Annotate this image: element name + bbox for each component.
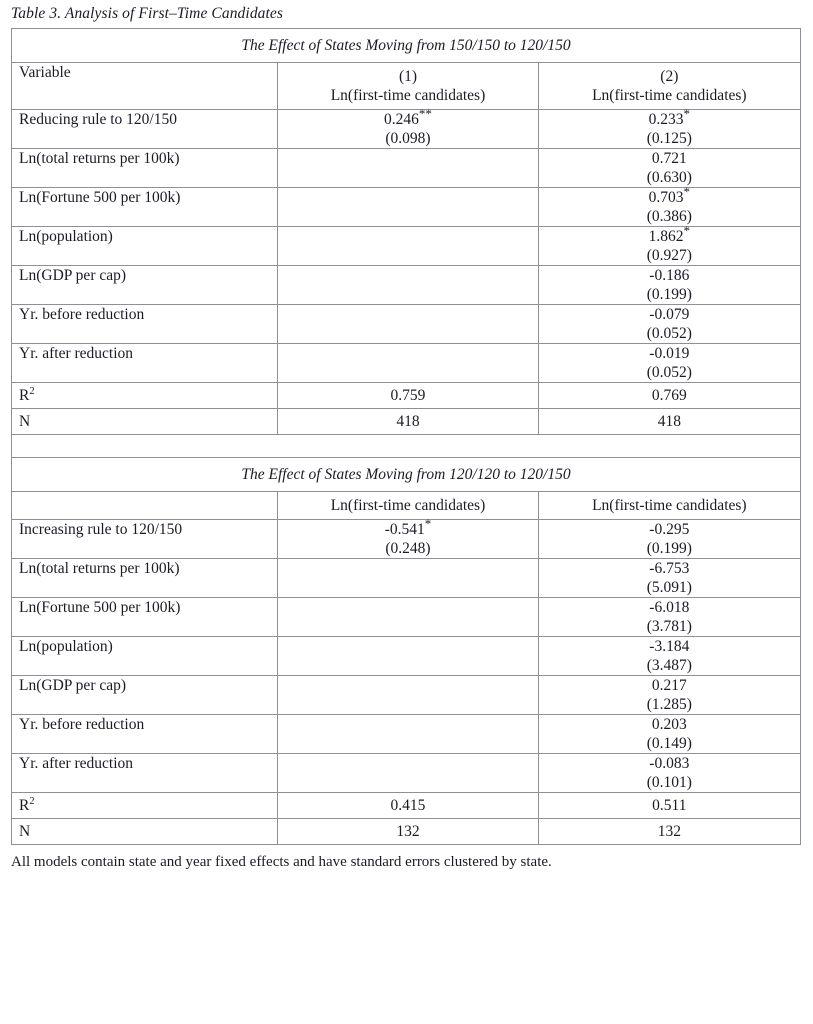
observations-row: [12, 819, 801, 845]
table-row: [12, 598, 801, 637]
row-model-2-value: [538, 183, 800, 227]
panel-separator-cell: [12, 435, 801, 458]
row-model-2-value: [538, 598, 800, 637]
significance-stars: *: [683, 183, 690, 199]
r-squared-superscript: 2: [29, 385, 35, 397]
table-row: [12, 266, 801, 305]
row-model-2-value: [538, 754, 800, 793]
row-model-1-value: [278, 149, 538, 188]
row-model-2-value: [538, 105, 800, 149]
observations-label: N: [12, 819, 278, 845]
table-body: [12, 29, 801, 845]
r-squared-model-2: 0.511: [538, 793, 800, 819]
row-model-1-value: [278, 305, 538, 344]
row-model-2-value: [538, 676, 800, 715]
r-squared-superscript: 2: [29, 795, 35, 807]
header-model-2-cell: [538, 63, 800, 110]
observations-model-1: 418: [278, 409, 538, 435]
panel-1-header-row: [12, 63, 801, 110]
row-variable-name: Ln(population): [12, 227, 278, 266]
coefficient: 0.217: [651, 677, 687, 694]
observations-model-2: 418: [538, 409, 800, 435]
observations-model-2: 132: [538, 819, 800, 845]
table-note: All models contain state and year fixed effects and have standard errors clustered by state.: [11, 854, 552, 870]
coefficient: -0.083: [649, 755, 690, 772]
standard-error: (0.927): [646, 247, 692, 264]
coefficient: -0.541: [384, 521, 425, 538]
coefficient: 0.703: [648, 189, 684, 206]
row-variable-name: Yr. before reduction: [12, 305, 278, 344]
model-1-dependent-variable: Ln(first-time candidates): [330, 87, 486, 104]
standard-error: (0.052): [646, 325, 692, 342]
observations-model-1: 132: [278, 819, 538, 845]
row-variable-name: Yr. after reduction: [12, 344, 278, 383]
table-row: [12, 559, 801, 598]
row-model-2-value: [538, 559, 800, 598]
row-model-1-value: [278, 344, 538, 383]
coefficient: -0.019: [649, 345, 690, 362]
table-row: [12, 754, 801, 793]
standard-error: (0.199): [646, 286, 692, 303]
coefficient: 0.233: [648, 111, 684, 128]
table-row: [12, 715, 801, 754]
significance-stars: **: [418, 105, 432, 121]
panel-2-title: The Effect of States Moving from 120/120 to 120/150: [12, 458, 801, 492]
table-row: [12, 520, 801, 559]
row-model-1-value: [278, 715, 538, 754]
coefficient: 0.246: [384, 111, 419, 128]
header-model-2-cell: [538, 492, 800, 520]
table-row: [12, 305, 801, 344]
coefficient: -0.079: [649, 306, 690, 323]
header-model-1-cell: [278, 492, 538, 520]
model-1-number: (1): [398, 68, 418, 85]
row-model-2-value: [538, 266, 800, 305]
header-variable-cell: [12, 492, 278, 520]
standard-error: (0.052): [646, 364, 692, 381]
table-caption: Table 3. Analysis of First–Time Candidates: [11, 5, 284, 22]
coefficient: -0.186: [649, 267, 690, 284]
model-2-number: (2): [660, 68, 679, 85]
row-model-1-value: [278, 515, 538, 559]
significance-stars: *: [683, 222, 690, 238]
row-model-1-value: [278, 266, 538, 305]
row-model-2-value: [538, 520, 800, 559]
model-2-dependent-variable: Ln(first-time candidates): [592, 87, 747, 104]
coefficient: 0.721: [651, 150, 687, 167]
standard-error: (5.091): [646, 579, 692, 596]
standard-error: (1.285): [646, 696, 692, 713]
observations-row: [12, 409, 801, 435]
standard-error: (0.101): [646, 774, 692, 791]
panel-2-header-row: [12, 492, 801, 520]
row-variable-name: Yr. before reduction: [12, 715, 278, 754]
r-squared-label: $R^2$: [12, 383, 278, 409]
row-variable-name: Ln(population): [12, 637, 278, 676]
model-2-dependent-variable: Ln(first-time candidates): [592, 497, 747, 514]
standard-error: (3.487): [646, 657, 692, 674]
coefficient: 0.203: [651, 716, 687, 733]
coefficient: -6.753: [649, 560, 690, 577]
standard-error: (0.630): [646, 169, 692, 186]
row-variable-name: Ln(total returns per 100k): [12, 149, 278, 188]
row-variable-name: Increasing rule to 120/150: [12, 520, 278, 559]
observations-label: N: [12, 409, 278, 435]
row-model-1-value: [278, 598, 538, 637]
header-model-1-cell: [278, 63, 538, 110]
table-row: [12, 188, 801, 227]
r-squared-model-1: 0.759: [278, 383, 538, 409]
r-squared-model-1: 0.415: [278, 793, 538, 819]
row-variable-name: Ln(Fortune 500 per 100k): [12, 188, 278, 227]
table-row: [12, 637, 801, 676]
row-model-2-value: [538, 637, 800, 676]
r-squared-model-2: 0.769: [538, 383, 800, 409]
significance-stars: *: [424, 515, 432, 531]
table-row: [12, 676, 801, 715]
row-model-2-value: [538, 305, 800, 344]
row-model-1-value: [278, 676, 538, 715]
header-variable-label: Variable: [19, 64, 71, 81]
row-model-1-value: [278, 105, 538, 149]
row-variable-name: Ln(Fortune 500 per 100k): [12, 598, 278, 637]
row-model-2-value: [538, 149, 800, 188]
row-variable-name: Yr. after reduction: [12, 754, 278, 793]
standard-error: (0.248): [385, 540, 431, 557]
row-variable-name: Reducing rule to 120/150: [12, 110, 278, 149]
row-model-1-value: [278, 754, 538, 793]
row-model-1-value: [278, 188, 538, 227]
table-row: [12, 110, 801, 149]
model-1-dependent-variable: Ln(first-time candidates): [330, 497, 486, 514]
standard-error: (0.098): [385, 130, 431, 147]
standard-error: (0.125): [646, 130, 692, 147]
r-squared-row: [12, 793, 801, 819]
standard-error: (0.199): [646, 540, 692, 557]
table-row: [12, 227, 801, 266]
coefficient: 1.862: [648, 228, 684, 245]
table-row: [12, 149, 801, 188]
panel-separator-row: [12, 435, 801, 458]
row-variable-name: Ln(total returns per 100k): [12, 559, 278, 598]
row-model-1-value: [278, 227, 538, 266]
header-variable-cell: [12, 63, 278, 110]
row-model-1-value: [278, 637, 538, 676]
row-model-2-value: [538, 222, 800, 266]
coefficient: -0.295: [649, 521, 690, 538]
table-row: [12, 344, 801, 383]
coefficient: -3.184: [649, 638, 690, 655]
standard-error: (0.386): [646, 208, 692, 225]
coefficient: -6.018: [649, 599, 690, 616]
panel-title-row: [12, 29, 801, 63]
statistics-table: [11, 28, 801, 845]
panel-title-row: [12, 458, 801, 492]
row-variable-name: Ln(GDP per cap): [12, 266, 278, 305]
row-model-2-value: [538, 715, 800, 754]
r-squared-label: $R^2$: [12, 793, 278, 819]
panel-1-title: The Effect of States Moving from 150/150 to 120/150: [12, 29, 801, 63]
row-model-2-value: [538, 344, 800, 383]
standard-error: (0.149): [646, 735, 692, 752]
row-variable-name: Ln(GDP per cap): [12, 676, 278, 715]
standard-error: (3.781): [646, 618, 692, 635]
row-model-1-value: [278, 559, 538, 598]
r-squared-row: [12, 383, 801, 409]
significance-stars: *: [683, 105, 690, 121]
